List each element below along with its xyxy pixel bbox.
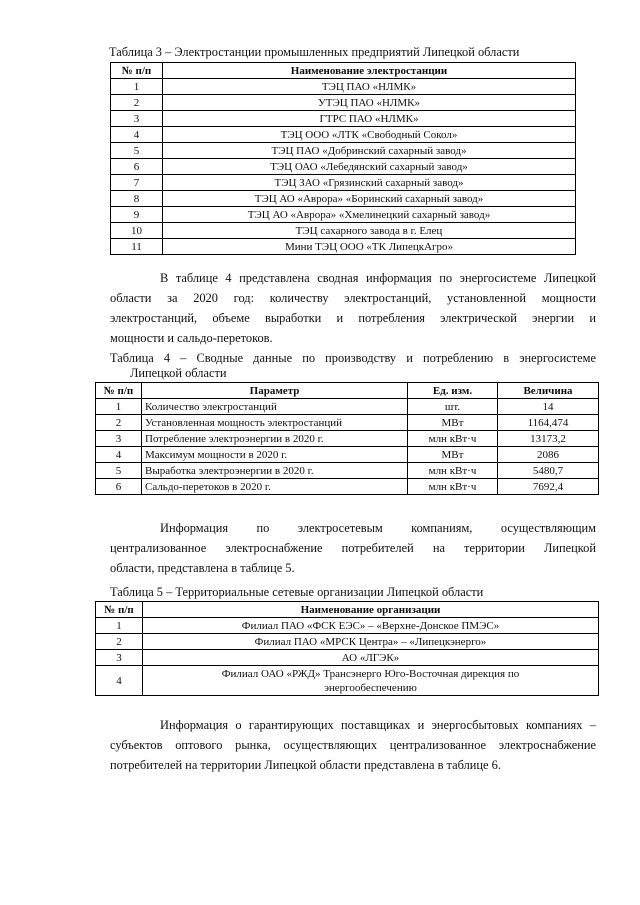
row-number: 4 (96, 447, 142, 463)
row-number: 2 (111, 95, 163, 111)
paragraph-3 (110, 715, 596, 775)
parameter-name: Максимум мощности в 2020 г. (142, 447, 408, 463)
value: 14 (498, 399, 599, 415)
table-row (96, 463, 599, 479)
value: 7692,4 (498, 479, 599, 495)
row-number: 3 (96, 650, 143, 666)
row-number: 4 (96, 666, 143, 696)
row-number: 7 (111, 175, 163, 191)
organization-name: Филиал ПАО «МРСК Центра» – «Липецкэнерго» (143, 634, 599, 650)
station-name: ТЭЦ АО «Аврора» «Хмелинецкий сахарный завод» (163, 207, 576, 223)
paragraph-line: В таблице 4 представлена сводная информация по энергосистеме Липецкой (160, 271, 596, 285)
row-number: 9 (111, 207, 163, 223)
row-number: 2 (96, 415, 142, 431)
table3 (110, 62, 576, 255)
paragraph-line: электростанций, объеме выработки и потребления электрической энергии и (110, 311, 596, 325)
col-number-header: № п/п (96, 602, 143, 618)
value: 1164,474 (498, 415, 599, 431)
table5-caption: Таблица 5 – Территориальные сетевые организации Липецкой области (110, 585, 484, 599)
col-unit-header: Ед. изм. (408, 383, 498, 399)
row-number: 3 (111, 111, 163, 127)
table-row (111, 143, 576, 159)
organization-name: АО «ЛГЭК» (143, 650, 599, 666)
table-row (111, 159, 576, 175)
table-row (111, 79, 576, 95)
table-row (96, 666, 599, 696)
value: 13173,2 (498, 431, 599, 447)
station-name: УТЭЦ ПАО «НЛМК» (163, 95, 576, 111)
value: 5480,7 (498, 463, 599, 479)
unit: млн кВт·ч (408, 431, 498, 447)
row-number: 1 (111, 79, 163, 95)
station-name: ТЭЦ ПАО «НЛМК» (163, 79, 576, 95)
table-row (111, 239, 576, 255)
col-organization-header: Наименование организации (143, 602, 599, 618)
table4-caption-line1: Таблица 4 – Сводные данные по производству и потреблению в энергосистеме (110, 351, 596, 365)
col-number-header: № п/п (96, 383, 142, 399)
table4 (95, 382, 599, 495)
paragraph-line: Информация о гарантирующих поставщиках и энергосбытовых компаниях – (160, 718, 596, 732)
parameter-name: Выработка электроэнергии в 2020 г. (142, 463, 408, 479)
paragraph-2 (110, 518, 596, 578)
organization-name: Филиал ПАО «ФСК ЕЭС» – «Верхне-Донское ПМЭС» (143, 618, 599, 634)
row-number: 6 (96, 479, 142, 495)
table-row (96, 650, 599, 666)
station-name: ТЭЦ ЗАО «Грязинский сахарный завод» (163, 175, 576, 191)
table-row (96, 634, 599, 650)
row-number: 4 (111, 127, 163, 143)
parameter-name: Установленная мощность электростанций (142, 415, 408, 431)
row-number: 1 (96, 618, 143, 634)
station-name: ТЭЦ ООО «ЛТК «Свободный Сокол» (163, 127, 576, 143)
paragraph-line: мощности и сальдо-перетоков. (110, 331, 273, 345)
table-row (111, 95, 576, 111)
table5 (95, 601, 599, 696)
row-number: 11 (111, 239, 163, 255)
table-header-row (96, 383, 599, 399)
station-name: ТЭЦ АО «Аврора» «Боринский сахарный завод» (163, 191, 576, 207)
table-row (96, 399, 599, 415)
table-row (111, 207, 576, 223)
col-number-header: № п/п (111, 63, 163, 79)
paragraph-1 (110, 268, 596, 348)
table-row (111, 175, 576, 191)
unit: шт. (408, 399, 498, 415)
table4-caption-line2: Липецкой области (130, 366, 227, 380)
table-header-row (111, 63, 576, 79)
station-name: ТЭЦ сахарного завода в г. Елец (163, 223, 576, 239)
table-row (96, 618, 599, 634)
paragraph-line: потребителей на территории Липецкой области представлена в таблице 6. (110, 758, 501, 772)
table-row (96, 431, 599, 447)
unit: млн кВт·ч (408, 479, 498, 495)
organization-name (143, 666, 599, 696)
value: 2086 (498, 447, 599, 463)
parameter-name: Количество электростанций (142, 399, 408, 415)
table-header-row (96, 602, 599, 618)
table3-caption: Таблица 3 – Электростанции промышленных предприятий Липецкой области (109, 45, 520, 59)
table-row (111, 127, 576, 143)
row-number: 1 (96, 399, 142, 415)
unit: МВт (408, 447, 498, 463)
paragraph-line: Информация по электросетевым компаниям, осуществляющим (160, 521, 596, 535)
parameter-name: Потребление электроэнергии в 2020 г. (142, 431, 408, 447)
row-number: 8 (111, 191, 163, 207)
station-name: ТЭЦ ОАО «Лебедянский сахарный завод» (163, 159, 576, 175)
table-row (111, 191, 576, 207)
paragraph-line: области, представлена в таблице 5. (110, 561, 295, 575)
paragraph-line: централизованное электроснабжение потребителей на территории Липецкой (110, 541, 596, 555)
unit: МВт (408, 415, 498, 431)
row-number: 3 (96, 431, 142, 447)
table-row (96, 479, 599, 495)
row-number: 2 (96, 634, 143, 650)
row-number: 5 (96, 463, 142, 479)
parameter-name: Сальдо-перетоков в 2020 г. (142, 479, 408, 495)
table-row (96, 415, 599, 431)
station-name: ГТРС ПАО «НЛМК» (163, 111, 576, 127)
paragraph-line: области за 2020 год: количеству электростанций, установленной мощности (110, 291, 596, 305)
station-name: Мини ТЭЦ ООО «ТК ЛипецкАгро» (163, 239, 576, 255)
row-number: 10 (111, 223, 163, 239)
unit: млн кВт·ч (408, 463, 498, 479)
table-row (96, 447, 599, 463)
col-station-name-header: Наименование электростанции (163, 63, 576, 79)
organization-name-line: энергообеспечению (324, 681, 417, 694)
row-number: 5 (111, 143, 163, 159)
col-parameter-header: Параметр (142, 383, 408, 399)
table-row (111, 111, 576, 127)
station-name: ТЭЦ ПАО «Добринский сахарный завод» (163, 143, 576, 159)
table-row (111, 223, 576, 239)
organization-name-line: Филиал ОАО «РЖД» Трансэнерго Юго-Восточная дирекция по (221, 667, 520, 680)
col-value-header: Величина (498, 383, 599, 399)
row-number: 6 (111, 159, 163, 175)
paragraph-line: субъектов оптового рынка, осуществляющих централизованное электроснабжение (110, 738, 596, 752)
